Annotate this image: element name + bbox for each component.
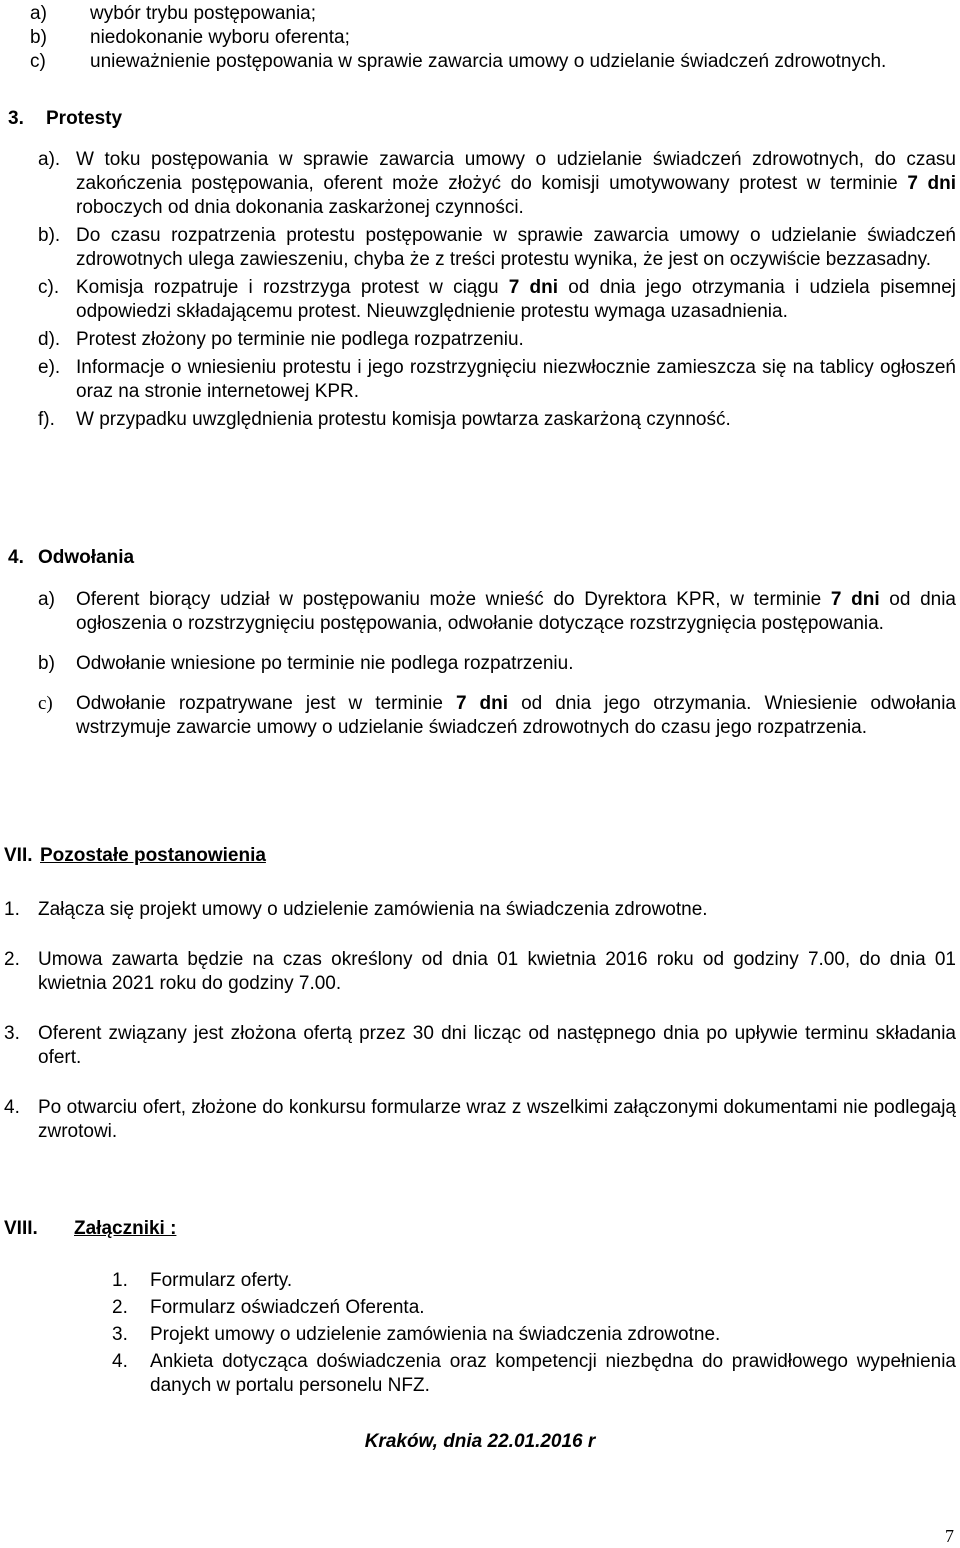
list-item [0, 652, 960, 676]
list-text: Oferent związany jest złożona ofertą przez 30 dni licząc od następnego dnia po upływie terminu składania ofert. [38, 1023, 956, 1068]
list-label: a) [38, 589, 55, 610]
list-item [0, 588, 960, 636]
list-label: 3. [112, 1324, 128, 1345]
section-vii-list [0, 898, 960, 1144]
section-title: Pozostałe postanowienia [40, 845, 266, 866]
section-number: 3. [8, 108, 24, 129]
list-text: Formularz oświadczeń Oferenta. [150, 1297, 425, 1318]
list-item [0, 1350, 960, 1398]
list-item [0, 898, 960, 922]
list-label: 1. [112, 1270, 128, 1291]
list-label: c). [38, 277, 60, 298]
list-item [0, 1096, 960, 1144]
list-label: 4. [112, 1351, 128, 1372]
list-item [0, 692, 960, 740]
list-text: Do czasu rozpatrzenia protestu postępowanie w sprawie zawarcia umowy o udzielanie świadczeń zdrowotnych ulega zawieszeniu, chyba że z treści protestu wynika, że jest on oczywiście bezzasadny. [76, 225, 956, 270]
list-item [0, 26, 960, 50]
list-text: Załącza się projekt umowy o udzielenie zamówienia na świadczenia zdrowotne. [38, 899, 708, 920]
list-text: Protest złożony po terminie nie podlega rozpatrzeniu. [76, 329, 524, 350]
list-item [0, 2, 960, 26]
section-number: 4. [8, 547, 24, 568]
list-label: b) [30, 27, 47, 48]
list-label: e). [38, 357, 61, 378]
list-item [0, 1269, 960, 1293]
section-title: Załączniki : [74, 1218, 177, 1239]
list-item [0, 1323, 960, 1347]
section-number: VII. [4, 845, 33, 866]
section-number: VIII. [4, 1218, 38, 1239]
list-text: Ankieta dotycząca doświadczenia oraz kompetencji niezbędna do prawidłowego wypełnienia danych w portalu personelu NFZ. [150, 1351, 956, 1396]
list-text: Formularz oferty. [150, 1270, 293, 1291]
list-item [0, 276, 960, 324]
list-label: a) [30, 3, 47, 24]
list-label: f). [38, 409, 55, 430]
list-text: Projekt umowy o udzielenie zamówienia na świadczenia zdrowotne. [150, 1324, 721, 1345]
list-item [0, 50, 960, 74]
list-item [0, 1296, 960, 1320]
list-label: a). [38, 149, 61, 170]
list-label: 4. [4, 1097, 20, 1118]
list-text: W przypadku uwzględnienia protestu komisja powtarza zaskarżoną czynność. [76, 409, 731, 430]
list-text: wybór trybu postępowania; [90, 3, 317, 24]
list-text: Komisja rozpatruje i rozstrzyga protest w ciągu 7 dni od dnia jego otrzymania i udziela pisemnej odpowiedzi składającemu protest. Nieuwzględnienie protestu wymaga uzasadnienia. [76, 277, 957, 322]
odwolania-list [0, 588, 960, 740]
list-text: W toku postępowania w sprawie zawarcia umowy o udzielanie świadczeń zdrowotnych, do czasu zakończenia postępowania, oferent może złożyć do komisji umotywowany protest w terminie 7 dni roboczych od dnia dokonania zaskarżonej czynności. [76, 149, 956, 218]
list-text: niedokonanie wyboru oferenta; [90, 27, 350, 48]
list-text: Informacje o wniesieniu protestu i jego rozstrzygnięciu niezwłocznie zamieszcza się na tablicy ogłoszeń oraz na stronie internetowej KPR. [76, 357, 956, 402]
list-label: c) [38, 693, 53, 714]
list-text: Odwołanie wniesione po terminie nie podlega rozpatrzeniu. [76, 653, 574, 674]
list-label: b) [38, 653, 55, 674]
list-text: Po otwarciu ofert, złożone do konkursu formularze wraz z wszelkimi załączonymi dokumentami nie podlegają zwrotowi. [38, 1097, 956, 1142]
list-item [0, 148, 960, 220]
list-label: 3. [4, 1023, 20, 1044]
list-text: unieważnienie postępowania w sprawie zawarcia umowy o udzielanie świadczeń zdrowotnych. [90, 51, 887, 72]
section-title: Odwołania [38, 547, 135, 568]
list-label: b). [38, 225, 61, 246]
list-text: Oferent biorący udział w postępowaniu może wnieść do Dyrektora KPR, w terminie 7 dni od dnia ogłoszenia o rozstrzygnięciu postępowania, odwołanie dotyczące rozstrzygnięcia postępowania. [76, 589, 956, 634]
list-label: 2. [112, 1297, 128, 1318]
place-and-date: Kraków, dnia 22.01.2016 r [364, 1431, 596, 1452]
list-label: d). [38, 329, 61, 350]
list-item [0, 1022, 960, 1070]
list-item [0, 408, 960, 432]
protesty-list [0, 148, 960, 432]
list-item [0, 328, 960, 352]
top-list [0, 2, 960, 74]
attachments-list [0, 1269, 960, 1398]
list-item [0, 356, 960, 404]
list-text: Umowa zawarta będzie na czas określony od dnia 01 kwietnia 2016 roku od godziny 7.00, do dnia 01 kwietnia 2021 roku do godziny 7.00. [38, 949, 956, 994]
section-title: Protesty [46, 108, 123, 129]
page-number: 7 [945, 1526, 954, 1546]
list-label: 1. [4, 899, 20, 920]
list-text: Odwołanie rozpatrywane jest w terminie 7 dni od dnia jego otrzymania. Wniesienie odwołania wstrzymuje zawarcie umowy o udzielanie świadczeń zdrowotnych do czasu jego rozpatrzenia. [76, 693, 956, 738]
list-item [0, 948, 960, 996]
list-item [0, 224, 960, 272]
list-label: 2. [4, 949, 20, 970]
list-label: c) [30, 51, 46, 72]
